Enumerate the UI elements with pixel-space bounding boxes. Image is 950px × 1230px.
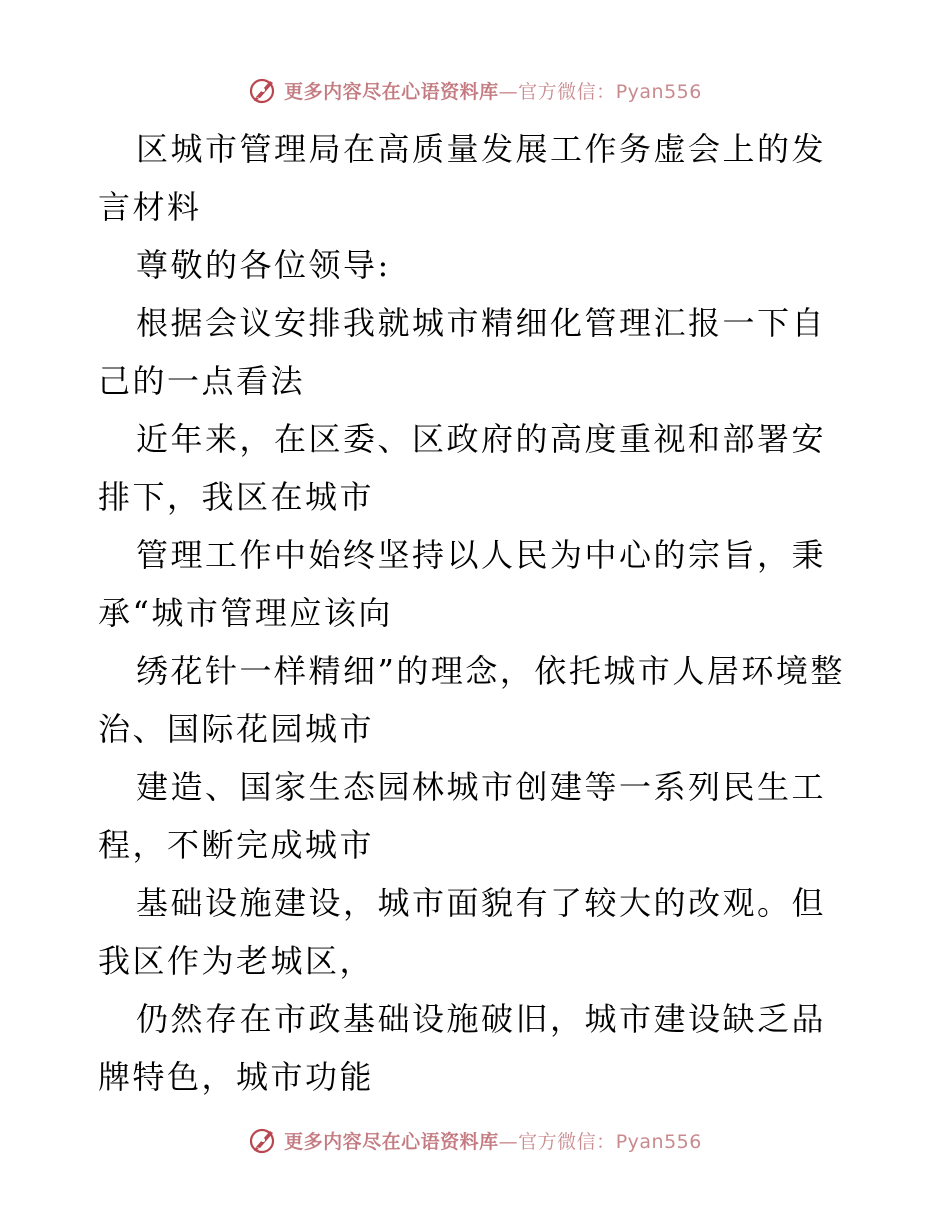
header-wechat-label: 官方微信：	[518, 80, 616, 103]
paragraph: 绣花针一样精细”的理念，依托城市人居环境整治、国际花园城市	[98, 652, 845, 748]
header-separator: —	[498, 80, 519, 103]
footer-banner	[0, 1120, 950, 1160]
document-body	[98, 120, 858, 1106]
paragraph: 仍然存在市政基础设施破旧，城市建设缺乏品牌特色，城市功能	[98, 1000, 827, 1096]
salutation: 尊敬的各位领导:	[136, 246, 391, 284]
header-banner	[0, 70, 950, 110]
quill-pen-circle-icon	[248, 75, 278, 105]
document-title: 区城市管理局在高质量发展工作务虚会上的发言材料	[98, 130, 827, 226]
paragraph: 管理工作中始终坚持以人民为中心的宗旨，秉承“城市管理应该向	[98, 536, 827, 632]
footer-wechat-label: 官方微信：	[518, 1130, 616, 1153]
paragraph: 建造、国家生态园林城市创建等一系列民生工程，不断完成城市	[98, 768, 827, 864]
header-brand-text: 更多内容尽在心语资料库	[284, 80, 499, 103]
footer-wechat-id: Pyan556	[615, 1130, 702, 1153]
quill-pen-circle-icon	[248, 1125, 278, 1155]
paragraph: 基础设施建设，城市面貌有了较大的改观。但我区作为老城区，	[98, 884, 827, 980]
paragraph: 近年来，在区委、区政府的高度重视和部署安排下，我区在城市	[98, 420, 827, 516]
footer-brand-text: 更多内容尽在心语资料库	[284, 1130, 499, 1153]
paragraph: 根据会议安排我就城市精细化管理汇报一下自己的一点看法	[98, 304, 827, 400]
header-wechat-id: Pyan556	[615, 80, 702, 103]
footer-separator: —	[498, 1130, 519, 1153]
footer-text	[284, 1127, 702, 1154]
header-text	[284, 77, 702, 104]
